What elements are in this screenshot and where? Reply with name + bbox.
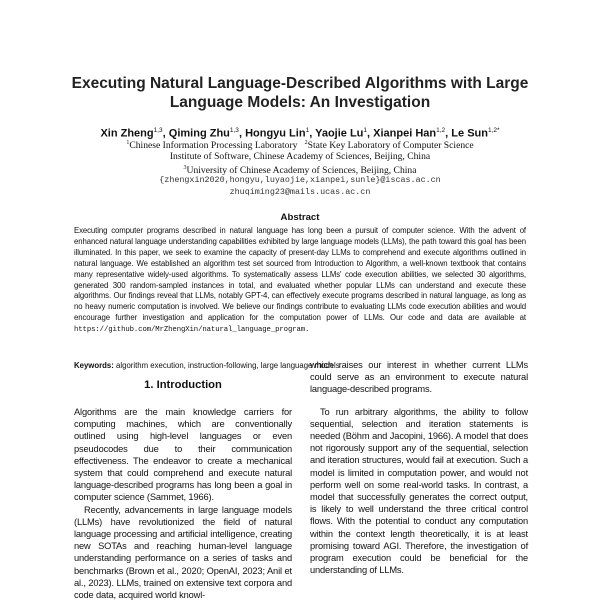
author-name: Xin Zheng [100,127,154,140]
affiliations [40,138,560,176]
author-affiliation-mark: 1 [305,127,310,134]
author-name: Hongyu Lin [245,127,306,140]
author-list: Xin Zheng$^{1,3}$, Qiming Zhu$^{1,3}$, Hongyu Lin$^1$, Yaojie Lu$^1$, Xianpei Han$^{1,2}$, Le Sun$^{1,2*}$ [100,127,500,140]
intro-paragraph-2: Recently, advancements in large language models (LLMs) have revolutionized the field of natural language processing and artificial intelligence, creating new SOTAs and reaching human-level language understanding performance on a series of tasks and benchmarks (Brown et al., 2020; OpenAI, 2023; Anil et al., 2023). LLMs, trained on extensive text corpora and code data, acquired world knowl- [74,504,292,601]
section-heading-introduction: 1. Introduction [144,379,222,391]
intro-paragraph-continued: which raises our interest in whether current LLMs could serve as an environment to execute natural language-described programs. [310,360,528,395]
abstract-text: Executing computer programs described in natural language has long been a pursuit of computer science. With the advent of enhanced natural language understanding capabilities exhibited by large language models (LLMs), the path toward this goal has been illuminated. In this paper, we seek to examine the capacity of present-day LLMs to comprehend and execute algorithms outlined in natural language. We established an algorithm test set sourced from Introduction to Algorithm, a well-known textbook that contains many representative widely-used algorithms. To systematically assess LLMs' code execution abilities, we selected 30 algorithms, generated 300 random-sampled instances in total, and evaluated whether popular LLMs can understand and execute these algorithms. Our findings reveal that LLMs, notably GPT-4, can effectively execute programs described in natural language, as long as no heavy numeric computation is involved. We believe our findings contribute to evaluating LLMs code execution abilities and would encourage further investigation and application for the computation power of LLMs. Our code and data are available at [74,226,526,323]
author-affiliation-mark: 1,3 [153,127,163,134]
affiliation-line-2: Institute of Software, Chinese Academy of Sciences, Beijing, China [169,151,431,163]
affiliation-mark: 2 [304,140,308,146]
abstract-heading: Abstract [280,212,320,223]
title-line-2: Language Models: An Investigation [169,94,431,111]
email-line-2[interactable]: zhuqiming23@mails.ucas.ac.cn [229,186,371,197]
author-affiliation-mark: 1,2 [436,127,446,134]
affiliation-cipl: Chinese Information Processing Laboratory [129,140,298,152]
affiliation-mark: 1 [126,140,130,146]
affiliation-mark: 3 [183,164,187,171]
author-affiliation-mark: 1 [363,127,368,134]
affiliation-ucas: University of Chinese Academy of Sciences, Beijing, China [186,164,417,176]
intro-paragraph-1: Algorithms are the main knowledge carriers for computing machines, which are conventionally outlined using high-level languages or even pseudocodes due to their communication effectiveness. The endeavor to create a mechanical system that could comprehend and execute natural language-described programs has long been a goal in computer science (Sammet, 1966). [74,407,292,503]
author-name: Qiming Zhu [168,127,230,140]
email-line-1[interactable]: {zhengxin2020,hongyu,luyaojie,xianpei,sunle}@iscas.ac.cn [159,175,441,185]
author-name: Xianpei Han [373,127,437,140]
author-emails [40,175,560,198]
code-url-link[interactable]: https://github.com/MrZhengXin/natural_language_program. [74,326,310,335]
author-name: Yaojie Lu [315,127,364,140]
keywords-text: algorithm execution, instruction-following, large language models [113,361,340,370]
keywords-label: Keywords: [74,361,114,370]
author-affiliation-mark: 1,3 [229,127,239,134]
title-line-1: Executing Natural Language-Described Algorithms with Large [71,75,529,92]
right-column [310,359,528,576]
left-column [74,406,292,601]
affiliation-line-1 [40,138,560,151]
intro-paragraph-3: To run arbitrary algorithms, the ability to follow sequential, selection and iteration statements is needed (Böhm and Jacopini, 1966). A model that does not rigorously support any of the sequential, selection and iteration structures, would fail at execution. Such a model is limited in computation power, and would not perform well on some real-world tasks. In contrast, a model that successfully generates the correct output, is likely to well understand the three critical control flows. With the potential to conduct any computation within the context length theoretically, it is at least promising toward AGI. Therefore, the investigation of program execution could be beneficial for the understanding of LLMs. [310,406,528,576]
affiliation-sklcs: State Key Laboratory of Computer Science [307,140,474,152]
author-affiliation-mark: 1,2* [487,127,500,134]
abstract-body [74,226,526,336]
author-name: Le Sun [451,127,488,140]
paper-title [40,74,560,112]
